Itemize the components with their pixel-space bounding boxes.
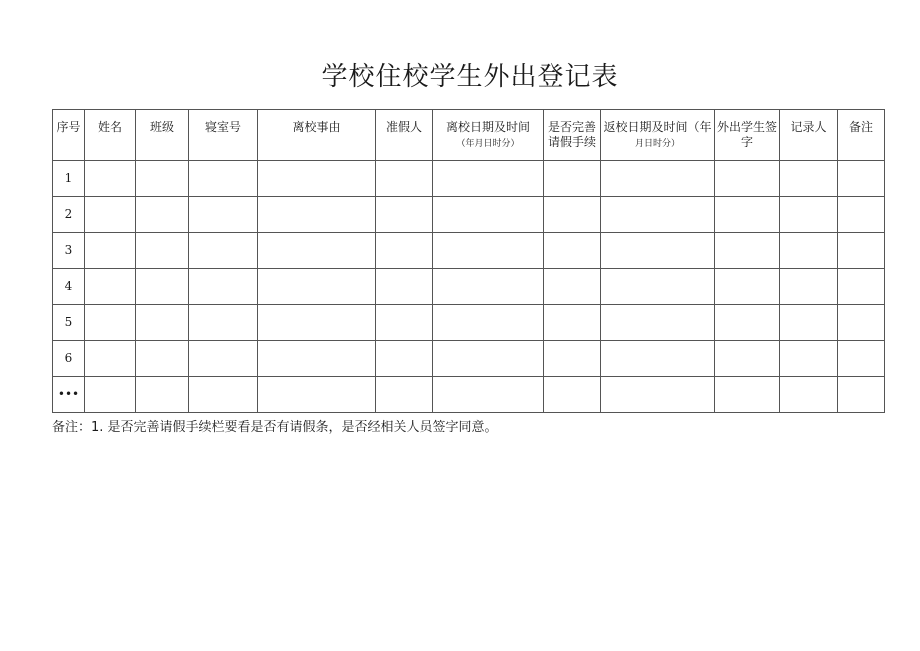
cell-recorder[interactable]	[780, 377, 838, 413]
row-number: 6	[53, 341, 85, 377]
cell-approver[interactable]	[376, 197, 433, 233]
cell-leave-time[interactable]	[433, 197, 544, 233]
header-seq: 序号	[53, 110, 85, 161]
cell-reason[interactable]	[258, 269, 376, 305]
header-approver: 准假人	[376, 110, 433, 161]
cell-reason[interactable]	[258, 233, 376, 269]
cell-return-time[interactable]	[601, 233, 715, 269]
cell-procedure[interactable]	[544, 305, 601, 341]
cell-leave-time[interactable]	[433, 341, 544, 377]
cell-leave-time[interactable]	[433, 161, 544, 197]
cell-leave-time[interactable]	[433, 233, 544, 269]
header-leave-time-label: 离校日期及时间	[445, 120, 530, 134]
cell-signature[interactable]	[715, 377, 780, 413]
cell-signature[interactable]	[715, 233, 780, 269]
cell-procedure[interactable]	[544, 269, 601, 305]
cell-class[interactable]	[136, 161, 189, 197]
cell-recorder[interactable]	[780, 341, 838, 377]
cell-remark[interactable]	[838, 233, 885, 269]
cell-return-time[interactable]	[601, 197, 715, 233]
cell-reason[interactable]	[258, 161, 376, 197]
cell-name[interactable]	[85, 161, 136, 197]
cell-recorder[interactable]	[780, 197, 838, 233]
cell-approver[interactable]	[376, 269, 433, 305]
cell-remark[interactable]	[838, 305, 885, 341]
header-procedure: 是否完善请假手续	[544, 110, 601, 161]
cell-reason[interactable]	[258, 197, 376, 233]
cell-name[interactable]	[85, 197, 136, 233]
cell-approver[interactable]	[376, 341, 433, 377]
registration-table	[52, 109, 885, 413]
table-row	[53, 269, 885, 305]
cell-class[interactable]	[136, 233, 189, 269]
cell-approver[interactable]	[376, 377, 433, 413]
header-return-time-label: 返校日期及时间（年	[603, 120, 712, 134]
header-leave-time	[433, 110, 544, 161]
header-return-time	[601, 110, 715, 161]
cell-class[interactable]	[136, 269, 189, 305]
header-return-time-sub: 月日时分）	[634, 139, 680, 149]
table-row	[53, 233, 885, 269]
cell-dorm[interactable]	[189, 233, 258, 269]
cell-procedure[interactable]	[544, 197, 601, 233]
cell-approver[interactable]	[376, 305, 433, 341]
table-row	[53, 341, 885, 377]
cell-dorm[interactable]	[189, 377, 258, 413]
cell-remark[interactable]	[838, 197, 885, 233]
header-leave-time-sub: （年月日时分）	[456, 139, 520, 149]
row-number: 1	[53, 161, 85, 197]
header-dorm: 寝室号	[189, 110, 258, 161]
row-number: 4	[53, 269, 85, 305]
cell-remark[interactable]	[838, 377, 885, 413]
cell-class[interactable]	[136, 377, 189, 413]
cell-reason[interactable]	[258, 341, 376, 377]
cell-procedure[interactable]	[544, 161, 601, 197]
header-signature: 外出学生签字	[715, 110, 780, 161]
cell-remark[interactable]	[838, 269, 885, 305]
cell-procedure[interactable]	[544, 233, 601, 269]
cell-return-time[interactable]	[601, 377, 715, 413]
cell-reason[interactable]	[258, 377, 376, 413]
cell-name[interactable]	[85, 341, 136, 377]
cell-approver[interactable]	[376, 233, 433, 269]
cell-procedure[interactable]	[544, 377, 601, 413]
cell-procedure[interactable]	[544, 341, 601, 377]
cell-class[interactable]	[136, 341, 189, 377]
cell-signature[interactable]	[715, 197, 780, 233]
table-row	[53, 305, 885, 341]
cell-leave-time[interactable]	[433, 377, 544, 413]
cell-name[interactable]	[85, 305, 136, 341]
cell-signature[interactable]	[715, 341, 780, 377]
cell-signature[interactable]	[715, 269, 780, 305]
cell-dorm[interactable]	[189, 305, 258, 341]
table-row	[53, 197, 885, 233]
cell-dorm[interactable]	[189, 341, 258, 377]
cell-remark[interactable]	[838, 161, 885, 197]
table-row	[53, 161, 885, 197]
table-row	[53, 377, 885, 413]
header-class: 班级	[136, 110, 189, 161]
cell-recorder[interactable]	[780, 305, 838, 341]
cell-return-time[interactable]	[601, 161, 715, 197]
cell-dorm[interactable]	[189, 197, 258, 233]
cell-return-time[interactable]	[601, 305, 715, 341]
cell-signature[interactable]	[715, 305, 780, 341]
cell-dorm[interactable]	[189, 269, 258, 305]
cell-recorder[interactable]	[780, 161, 838, 197]
row-number: •••	[53, 377, 85, 413]
cell-class[interactable]	[136, 197, 189, 233]
cell-dorm[interactable]	[189, 161, 258, 197]
cell-reason[interactable]	[258, 305, 376, 341]
cell-leave-time[interactable]	[433, 269, 544, 305]
header-remark: 备注	[838, 110, 885, 161]
header-name: 姓名	[85, 110, 136, 161]
header-row	[53, 110, 885, 161]
header-reason: 离校事由	[258, 110, 376, 161]
cell-return-time[interactable]	[601, 269, 715, 305]
table-body	[53, 161, 885, 413]
cell-approver[interactable]	[376, 161, 433, 197]
cell-name[interactable]	[85, 377, 136, 413]
footnote: 备注：1. 是否完善请假手续栏要看是否有请假条，是否经相关人员签字同意。	[52, 420, 498, 435]
cell-return-time[interactable]	[601, 341, 715, 377]
cell-class[interactable]	[136, 305, 189, 341]
row-number: 3	[53, 233, 85, 269]
cell-name[interactable]	[85, 233, 136, 269]
row-number: 5	[53, 305, 85, 341]
header-recorder: 记录人	[780, 110, 838, 161]
cell-remark[interactable]	[838, 341, 885, 377]
cell-name[interactable]	[85, 269, 136, 305]
row-number: 2	[53, 197, 85, 233]
cell-recorder[interactable]	[780, 233, 838, 269]
cell-leave-time[interactable]	[433, 305, 544, 341]
page-title: 学校住校学生外出登记表	[321, 62, 619, 92]
cell-recorder[interactable]	[780, 269, 838, 305]
cell-signature[interactable]	[715, 161, 780, 197]
